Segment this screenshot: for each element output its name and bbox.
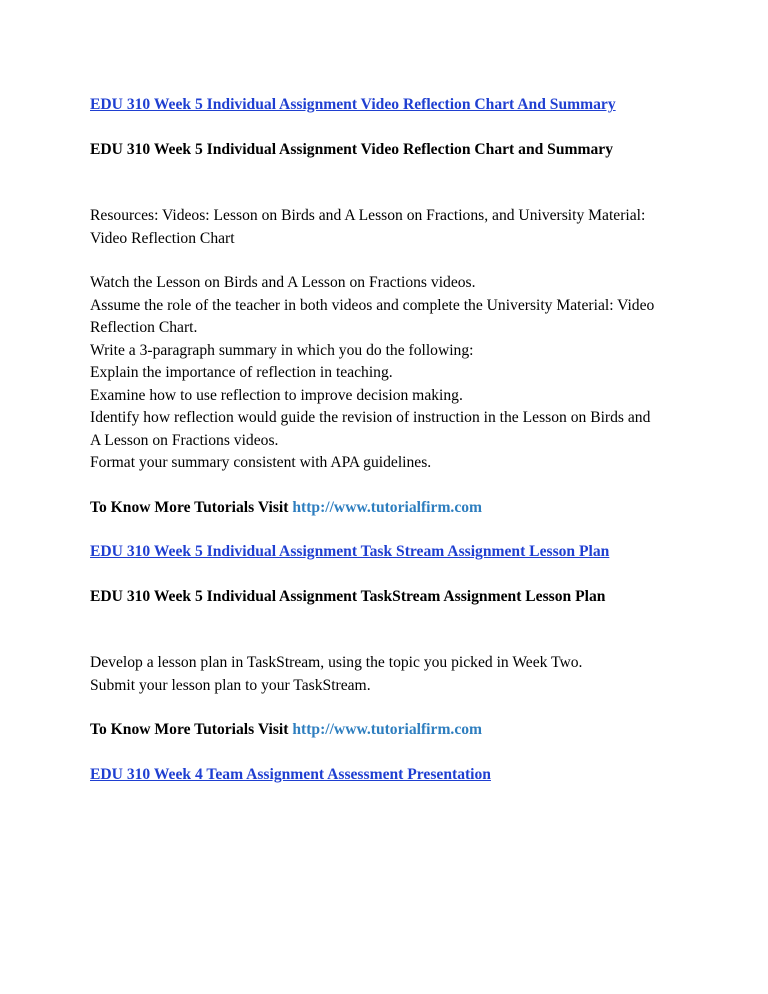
visit-url-link[interactable]: http://www.tutorialfirm.com: [292, 498, 483, 516]
instruction-line: Write a 3-paragraph summary in which you do the following:: [90, 341, 474, 359]
link-video-reflection-chart[interactable]: EDU 310 Week 5 Individual Assignment Video Reflection Chart And Summary: [90, 96, 616, 113]
visit-line-2: [90, 719, 690, 742]
visit-label: To Know More Tutorials Visit: [90, 721, 289, 738]
resources-paragraph: Resources: Videos: Lesson on Birds and A Lesson on Fractions, and University Material: Video Reflection Chart: [90, 207, 646, 247]
link-taskstream-lesson-plan[interactable]: EDU 310 Week 5 Individual Assignment Task Stream Assignment Lesson Plan: [90, 543, 610, 560]
visit-line-1: [90, 497, 690, 520]
instruction-line: Identify how reflection would guide the revision of instruction in the Lesson on Birds and A Lesson on Fractions videos.: [90, 409, 651, 449]
visit-label: To Know More Tutorials Visit: [90, 498, 289, 516]
instruction-line: Format your summary consistent with APA guidelines.: [90, 454, 432, 471]
lesson-plan-body: [90, 652, 690, 697]
link-team-assessment-presentation[interactable]: EDU 310 Week 4 Team Assignment Assessment Presentation: [90, 765, 491, 783]
instruction-line: Explain the importance of reflection in teaching.: [90, 364, 393, 381]
instruction-line: Watch the Lesson on Birds and A Lesson on Fractions videos.: [90, 274, 476, 291]
instructions-block: [90, 272, 660, 475]
instruction-line: Assume the role of the teacher in both videos and complete the University Material: Video Reflection Chart.: [90, 296, 655, 336]
heading-video-reflection-chart: EDU 310 Week 5 Individual Assignment Video Reflection Chart and Summary: [90, 140, 614, 158]
instruction-line: Examine how to use reflection to improve decision making.: [90, 386, 463, 404]
visit-url-link[interactable]: http://www.tutorialfirm.com: [292, 721, 483, 738]
document-page: [90, 94, 690, 786]
body-line: Submit your lesson plan to your TaskStream.: [90, 676, 371, 694]
body-line: Develop a lesson plan in TaskStream, using the topic you picked in Week Two.: [90, 654, 583, 671]
heading-taskstream-lesson-plan: EDU 310 Week 5 Individual Assignment TaskStream Assignment Lesson Plan: [90, 587, 606, 605]
